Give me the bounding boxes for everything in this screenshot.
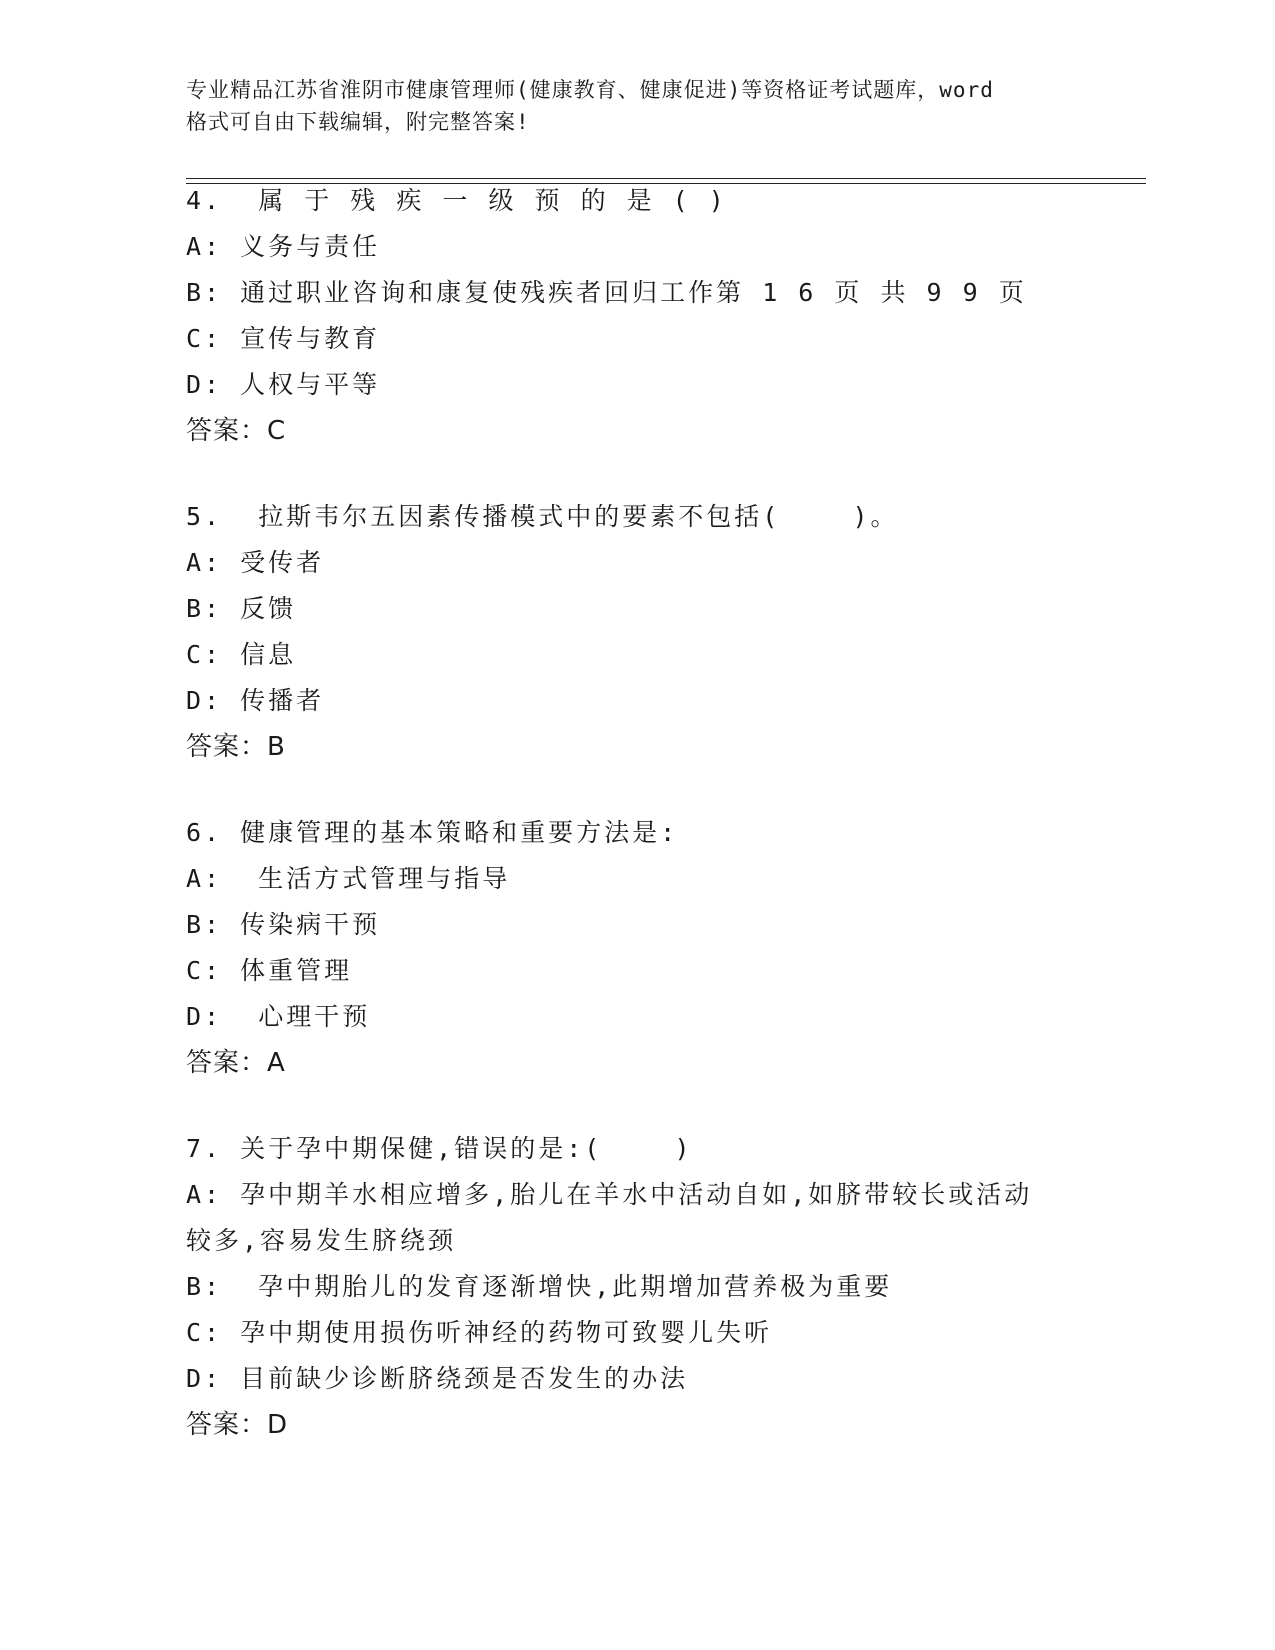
option-d: D: 传播者 xyxy=(186,686,325,715)
answer: 答案：B xyxy=(186,732,286,762)
header-line-2: 格式可自由下载编辑，附完整答案! xyxy=(186,110,530,134)
option-c: C: 宣传与教育 xyxy=(186,324,381,353)
option-c: C: 孕中期使用损伤听神经的药物可致婴儿失听 xyxy=(186,1318,773,1347)
option-b: B: 反馈 xyxy=(186,594,297,623)
question-stem: 4. 属 于 残 疾 一 级 预 的 是 ( ) xyxy=(186,186,727,215)
question-7 xyxy=(186,1126,1086,1448)
option-b: B: 孕中期胎儿的发育逐渐增快,此期增加营养极为重要 xyxy=(186,1272,893,1301)
document-header xyxy=(186,74,1086,138)
answer: 答案：C xyxy=(186,416,287,446)
option-a: A: 受传者 xyxy=(186,548,325,577)
question-6 xyxy=(186,810,1086,1086)
question-stem: 7. 关于孕中期保健,错误的是:( ) xyxy=(186,1134,693,1163)
option-c: C: 体重管理 xyxy=(186,956,353,985)
option-d: D: 人权与平等 xyxy=(186,370,381,399)
question-stem: 5. 拉斯韦尔五因素传播模式中的要素不包括( )。 xyxy=(186,502,899,531)
option-d: D: 目前缺少诊断脐绕颈是否发生的办法 xyxy=(186,1364,689,1393)
option-a: A: 义务与责任 xyxy=(186,232,381,261)
option-b: B: 传染病干预 xyxy=(186,910,381,939)
question-stem: 6. 健康管理的基本策略和重要方法是: xyxy=(186,818,679,847)
header-line-1: 专业精品江苏省淮阴市健康管理师(健康教育、健康促进)等资格证考试题库，word xyxy=(186,78,994,102)
question-5 xyxy=(186,494,1086,770)
option-a: A: 孕中期羊水相应增多,胎儿在羊水中活动自如,如脐带较长或活动较多,容易发生脐绕颈 xyxy=(186,1180,1033,1255)
option-a: A: 生活方式管理与指导 xyxy=(186,864,511,893)
option-b: B: 通过职业咨询和康复使残疾者回归工作第 1 6 页 共 9 9 页 xyxy=(186,278,1027,307)
option-c: C: 信息 xyxy=(186,640,297,669)
option-d: D: 心理干预 xyxy=(186,1002,371,1031)
answer: 答案：A xyxy=(186,1048,286,1078)
question-4 xyxy=(186,178,1086,454)
answer: 答案：D xyxy=(186,1410,289,1440)
